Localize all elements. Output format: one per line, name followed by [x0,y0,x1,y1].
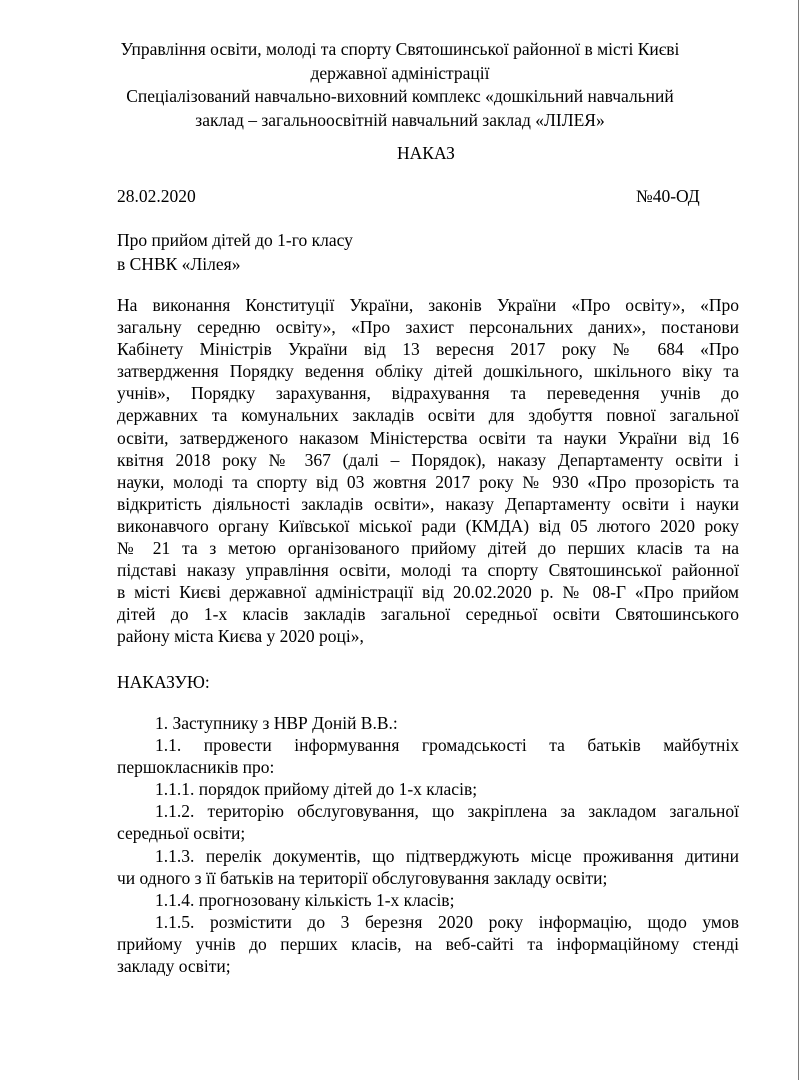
item-1-1-4: 1.1.4. прогнозовану кількість 1-х класів; [155,889,455,910]
preamble-line: На виконання Конституції України, законів України «Про освіту», «Про [117,295,739,315]
item-1-1-3: 1.1.3. перелік документів, що підтверджують місце проживання дитини [155,845,739,866]
preamble-line: загальну середню освіту», «Про захист персональних даних», постанови [117,317,739,338]
preamble-line: № 21 та з метою організованого прийому дітей до перших класів та на [117,538,739,559]
preamble-paragraph [117,294,739,648]
item-1: 1. Заступнику з НВР Доній В.В.: [155,713,398,733]
document-subject [117,229,353,276]
item-1-1-2: 1.1.2. територію обслуговування, що закріплена за закладом загальної [155,801,739,822]
letterhead-line: державної адміністрації [310,62,490,83]
subject-line: в СНВК «Лілея» [117,253,241,274]
order-items [117,712,739,977]
letterhead-line: Спеціалізований навчально-виховний комплекс «дошкільний навчальний [126,86,674,106]
document-number: №40-ОД [636,186,700,206]
item-1-1: 1.1. провести інформування громадськості та батьків майбутніх [155,735,739,756]
subject-line: Про прийом дітей до 1-го класу [117,230,353,250]
order-heading: НАКАЗУЮ: [117,672,210,692]
preamble-line: квітня 2018 року № 367 (далі – Порядок), наказу Департаменту освіти і [117,449,739,470]
item-1-1-2-cont: середньої освіти; [117,823,246,844]
preamble-line: відкритість діяльності закладів освіти», наказу Департаменту освіти і науки [117,493,739,514]
letterhead-line: заклад – загальноосвітній навчальний заклад «ЛІЛЕЯ» [195,109,605,130]
preamble-line: державних та комунальних закладів освіти для здобуття повної загальної [117,405,739,426]
document-title: НАКАЗ [397,143,455,163]
preamble-line: в місті Києві державної адміністрації від 20.02.2020 р. № 08-Г «Про прийом [117,582,739,603]
item-1-1-1: 1.1.1. порядок прийому дітей до 1-х класів; [155,779,478,800]
preamble-line: затвердження Порядку ведення обліку дітей дошкільного, шкільного віку та [117,361,739,382]
letterhead [60,38,740,132]
preamble-line: району міста Києва у 2020 році», [117,626,364,647]
item-1-1-5-cont: прийому учнів до перших класів, на веб-сайті та інформаційному стенді [117,933,739,954]
preamble-line: підставі наказу управління освіти, молоді та спорту Святошинської районної [117,560,739,581]
preamble-line: дітей до 1-х класів закладів загальної середньої освіти Святошинського [117,604,739,625]
preamble-line: Кабінету Міністрів України від 13 вересня 2017 року № 684 «Про [117,339,739,360]
document-date: 28.02.2020 [117,186,196,206]
item-1-1-5: 1.1.5. розмістити до 3 березня 2020 року інформацію, щодо умов [155,911,739,932]
letterhead-line: Управління освіти, молоді та спорту Святошинської районної в місті Києві [120,39,680,59]
preamble-line: виконавчого органу Київської міської ради (КМДА) від 05 лютого 2020 року [117,515,739,536]
item-1-1-5-cont: закладу освіти; [117,956,231,977]
item-1-1-cont: першокласників про: [117,757,275,778]
preamble-line: науки, молоді та спорту від 03 жовтня 2017 року № 930 «Про прозорість та [117,471,739,492]
preamble-line: освіти, затвердженого наказом Міністерства освіти та науки України від 16 [117,427,739,448]
preamble-line: учнів», Порядку зарахування, відрахування та переведення учнів до [117,383,739,404]
item-1-1-3-cont: чи одного з її батьків на території обслуговування закладу освіти; [117,867,608,888]
